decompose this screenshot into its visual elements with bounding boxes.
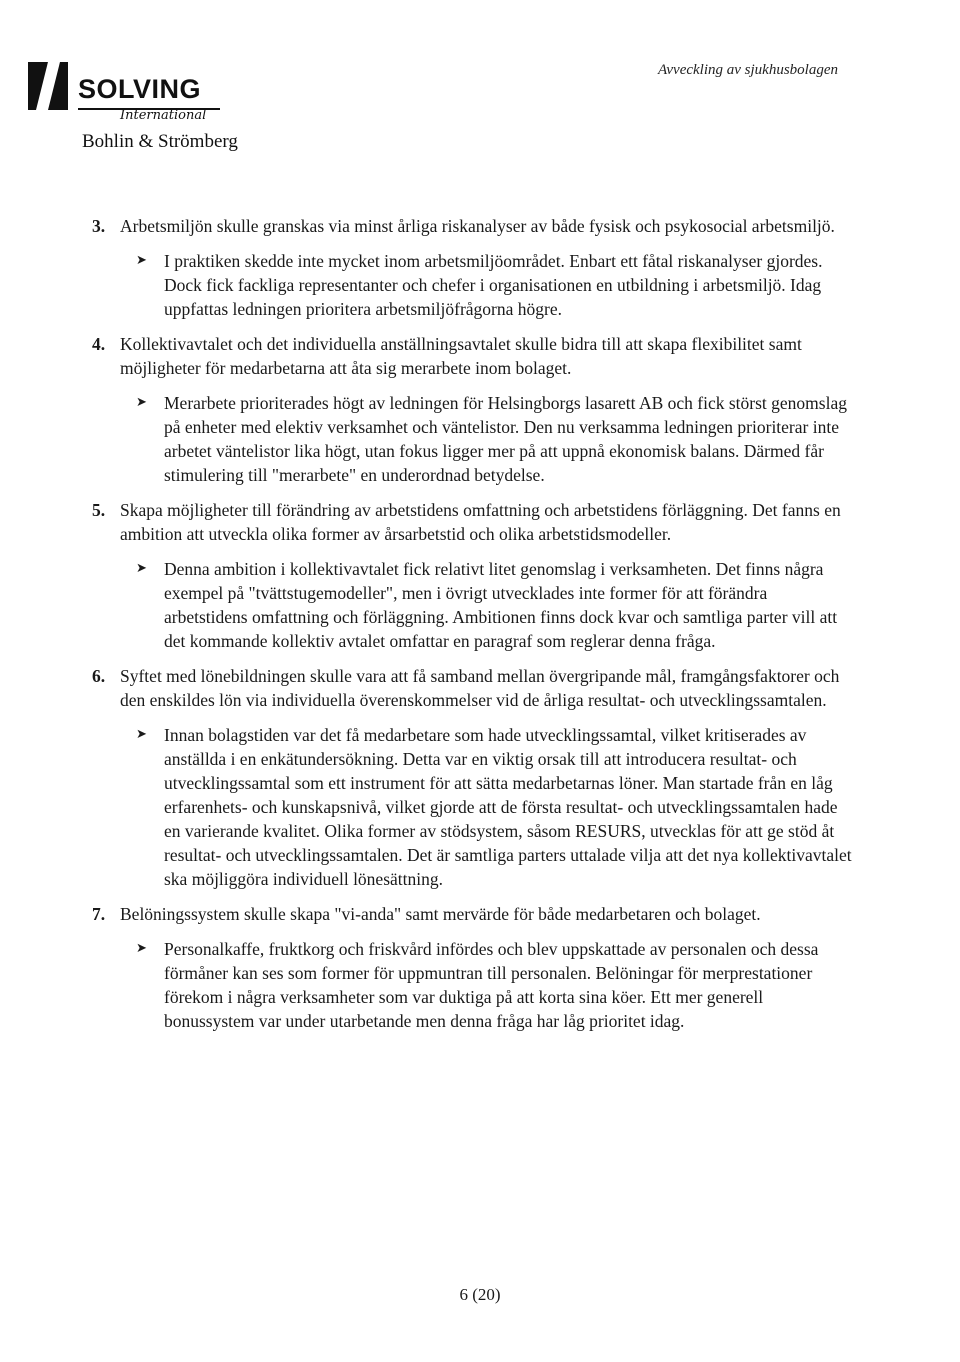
item-text: Belöningssystem skulle skapa "vi-anda" samt mervärde för både medarbetaren och bolaget. [120, 904, 761, 924]
item-text: Syftet med lönebildningen skulle vara att få samband mellan övergripande mål, framgångsfaktorer och den enskildes lön via individuella överenskommelser vid de årliga resultat- och utvecklingssamtalen. [120, 666, 840, 710]
document-body [92, 214, 852, 1044]
logo-script: International [120, 108, 207, 123]
logo-subtitle: Bohlin & Strömberg [82, 131, 238, 152]
logo-wordmark: SOLVING [78, 74, 202, 104]
arrow-bullet-icon: ➤ [136, 561, 147, 576]
bullet-paragraph [120, 249, 852, 321]
numbered-item [92, 332, 852, 487]
numbered-item [92, 664, 852, 891]
item-number: 6. [92, 666, 106, 686]
bullet-paragraph [120, 557, 852, 653]
bullet-text: I praktiken skedde inte mycket inom arbetsmiljöområdet. Enbart ett fåtal riskanalyser gjordes. Dock fick fackliga representanter och chefer i organisationen en utbildning i arbetsmiljö. Idag uppfattas ledningen prioritera arbetsmiljöfrågorna högre. [164, 251, 823, 319]
item-number: 5. [92, 500, 106, 520]
running-head: Avveckling av sjukhusbolagen [658, 62, 838, 78]
item-number: 3. [92, 216, 106, 236]
item-number: 4. [92, 334, 106, 354]
bullet-paragraph [120, 391, 852, 487]
company-logo [28, 58, 258, 158]
bullet-paragraph [120, 937, 852, 1033]
numbered-item [92, 214, 852, 321]
arrow-bullet-icon: ➤ [136, 941, 147, 956]
logo-s-mark-icon [28, 62, 68, 110]
bullet-text: Merarbete prioriterades högt av ledningen för Helsingborgs lasarett AB och fick störst genomslag på enheter med elektiv verksamhet och väntelistor. Den nu verksamma ledningen prioriterar inte arbetet väntelistor lika högt, utan fokus ligger mer på att uppnå ekonomisk balans. Därmed får stimulering till "merarbete" en underordnad betydelse. [164, 393, 847, 485]
item-number: 7. [92, 904, 106, 924]
arrow-bullet-icon: ➤ [136, 395, 147, 410]
page-number: 6 (20) [459, 1285, 501, 1304]
bullet-text: Innan bolagstiden var det få medarbetare som hade utvecklingssamtal, vilket kritiserades av anställda i en enkätundersökning. Detta var en viktig orsak till att introducera resultat- och utvecklingssamtal som ett instrument för att sätta medarbetarnas löner. Man startade från en låg erfarenhets- och kunskapsnivå, vilket gjorde att de första resultat- och utvecklingssamtalen hade en varierande kvalitet. Olika former av stödsystem, såsom RESURS, utvecklas för att ge stöd åt resultat- och utvecklingssamtalen. Det är samtliga parters uttalade vilja att det nya kollektivavtalet ska möjliggöra individuell lönesättning. [164, 725, 852, 889]
item-text: Skapa möjligheter till förändring av arbetstidens omfattning och arbetstidens förläggning. Det fanns en ambition att utveckla olika former av årsarbetstid och olika arbetstidsmodeller. [120, 500, 841, 544]
bullet-text: Denna ambition i kollektivavtalet fick relativt litet genomslag i verksamheten. Det finns några exempel på "tvättstugemodeller", men i övrigt utvecklades inte former för att förändra arbetstidens omfattning och förläggning. Ambitionen finns dock kvar och samtliga parter vill att det kommande kollektiv avtalet omfattar en paragraf som reglerar denna fråga. [164, 559, 838, 651]
numbered-item [92, 902, 852, 1033]
arrow-bullet-icon: ➤ [136, 253, 147, 268]
item-text: Kollektivavtalet och det individuella anställningsavtalet skulle bidra till att skapa flexibilitet samt möjligheter för medarbetarna att åta sig merarbete inom bolaget. [120, 334, 802, 378]
bullet-paragraph [120, 723, 852, 891]
numbered-item [92, 498, 852, 653]
bullet-text: Personalkaffe, fruktkorg och friskvård infördes och blev uppskattade av personalen och dessa förmåner kan ses som former för uppmuntran till personalen. Belöningar för merprestationer förekom i några verksamheter som var duktiga på att korta sina köer. Ett mer generell bonussystem var under utarbetande men denna fråga har låg prioritet idag. [164, 939, 819, 1031]
item-text: Arbetsmiljön skulle granskas via minst årliga riskanalyser av både fysisk och psykosocial arbetsmiljö. [120, 216, 835, 236]
arrow-bullet-icon: ➤ [136, 727, 147, 742]
